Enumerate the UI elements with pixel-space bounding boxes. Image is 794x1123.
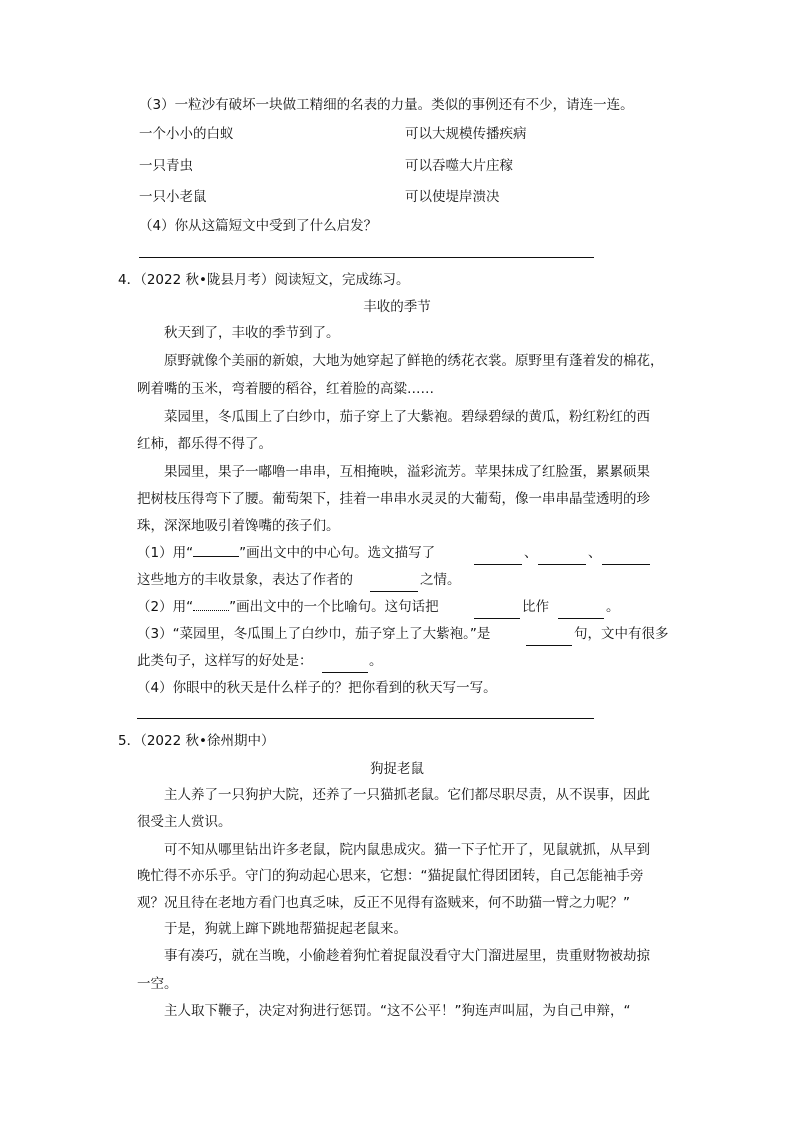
- item4-p4-l3: 珠，深深地吸引着馋嘴的孩子们。: [137, 518, 340, 534]
- q1-text-d: 之情。: [420, 572, 461, 588]
- q2-text-d: 。: [606, 599, 620, 615]
- item4-q1-line2: [137, 570, 353, 590]
- match-left-1[interactable]: 一个小小的白蚁: [139, 126, 234, 142]
- q1-sep-1: 、: [524, 545, 538, 561]
- item4-p2-l2: 咧着嘴的玉米，弯着腰的稻谷，红着脸的高粱……: [137, 381, 434, 397]
- match-right-2[interactable]: 可以吞噬大片庄稼: [405, 158, 513, 174]
- match-right-3[interactable]: 可以使堤岸溃决: [405, 189, 500, 205]
- q2-blank-1[interactable]: [474, 605, 520, 619]
- item4-q2-line: [137, 597, 439, 617]
- item5-p2-l3: 观？况且待在老地方看门也真乏味，反正不见得有盗贼来，何不助猫一臂之力呢？”: [137, 895, 630, 911]
- item4-title: 丰收的季节: [363, 299, 431, 315]
- item5-p1-l2: 很受主人赏识。: [137, 814, 232, 830]
- q1-blank-1[interactable]: [474, 551, 522, 565]
- match-left-2[interactable]: 一只青虫: [139, 158, 193, 174]
- answer-line[interactable]: [137, 718, 594, 719]
- item5-title: 狗捉老鼠: [370, 761, 424, 777]
- item5-p2-l1: 可不知从哪里钻出许多老鼠，院内鼠患成灾。猫一下子忙开了，见鼠就抓，从早到: [164, 842, 650, 858]
- q3-text-d: 。: [369, 653, 383, 669]
- q3-blank-2[interactable]: [322, 659, 368, 673]
- match-right-1[interactable]: 可以大规模传播疾病: [405, 126, 527, 142]
- q1-text-a: （1）用“: [137, 545, 194, 561]
- item4-q1-line1: [137, 543, 435, 563]
- item5-p5-l1: 主人取下鞭子，决定对狗进行惩罚。“这不公平！”狗连声叫屈，为自己申辩，“: [164, 1003, 631, 1019]
- q3-prompt: （3）一粒沙有破坏一块做工精细的名表的力量。类似的事例还有不少，请连一连。: [139, 97, 634, 113]
- item5-p1-l1: 主人养了一只狗护大院，还养了一只猫抓老鼠。它们都尽职尽责，从不误事，因此: [164, 787, 650, 803]
- item4-p2-l1: 原野就像个美丽的新娘，大地为她穿起了鲜艳的绣花衣裳。原野里有蓬着发的棉花，: [164, 353, 664, 369]
- item4-p1: 秋天到了，丰收的季节到了。: [164, 325, 340, 341]
- q2-text-b: ”画出文中的一个比喻句。这句话把: [229, 599, 439, 615]
- item4-p3-l2: 红柿，都乐得不得了。: [137, 436, 272, 452]
- item4-header: 4．（2022 秋•陇县月考）阅读短文，完成练习。: [118, 272, 410, 288]
- q2-text-a: （2）用“: [137, 599, 194, 615]
- item4-p4-l1: 果园里，果子一嘟噜一串串，互相掩映，溢彩流芳。苹果抹成了红脸蛋，累累硕果: [164, 464, 650, 480]
- item5-header: 5．（2022 秋•徐州期中）: [118, 733, 275, 749]
- q1-blank-3[interactable]: [602, 551, 650, 565]
- q3-text-b: 句，文中有很多: [574, 626, 669, 642]
- item5-p3: 于是，狗就上蹿下跳地帮猫捉起老鼠来。: [164, 921, 407, 937]
- item4-p3-l1: 菜园里，冬瓜围上了白纱巾，茄子穿上了大紫袍。碧绿碧绿的黄瓜，粉红粉红的西: [164, 409, 650, 425]
- item5-p4-l1: 事有凑巧，就在当晚，小偷趁着狗忙着捉鼠没看守大门溜进屋里，贵重财物被劫掠: [164, 948, 650, 964]
- q1-underline-sample: [193, 543, 239, 557]
- item5-p4-l2: 一空。: [137, 976, 178, 992]
- q1-blank-2[interactable]: [538, 551, 586, 565]
- item4-p4-l2: 把树枝压得弯下了腰。葡萄架下，挂着一串串水灵灵的大葡萄，像一串串晶莹透明的珍: [137, 491, 650, 507]
- q2-text-c: 比作: [522, 599, 549, 615]
- match-left-3[interactable]: 一只小老鼠: [139, 189, 207, 205]
- q1-sep-2: 、: [588, 545, 602, 561]
- q3-text-a: （3）“菜园里，冬瓜围上了白纱巾，茄子穿上了大紫袍。”是: [137, 626, 491, 642]
- q1-text-c: 这些地方的丰收景象，表达了作者的: [137, 572, 353, 588]
- q3-text-c: 此类句子，这样写的好处是：: [137, 653, 313, 669]
- q3-blank-1[interactable]: [526, 632, 572, 646]
- q4-prev-prompt: （4）你从这篇短文中受到了什么启发？: [139, 218, 378, 234]
- q1-text-b: ”画出文中的中心句。选文描写了: [239, 545, 436, 561]
- item5-p2-l2: 晚忙得不亦乐乎。守门的狗动起心思来，它想：“猫捉鼠忙得团团转，自己怎能袖手旁: [137, 868, 644, 884]
- q1-blank-4[interactable]: [370, 578, 418, 592]
- q2-blank-2[interactable]: [558, 605, 604, 619]
- answer-line[interactable]: [139, 257, 594, 258]
- item4-q4: （4）你眼中的秋天是什么样子的？把你看到的秋天写一写。: [137, 680, 497, 696]
- q2-wavy-sample: [193, 598, 229, 611]
